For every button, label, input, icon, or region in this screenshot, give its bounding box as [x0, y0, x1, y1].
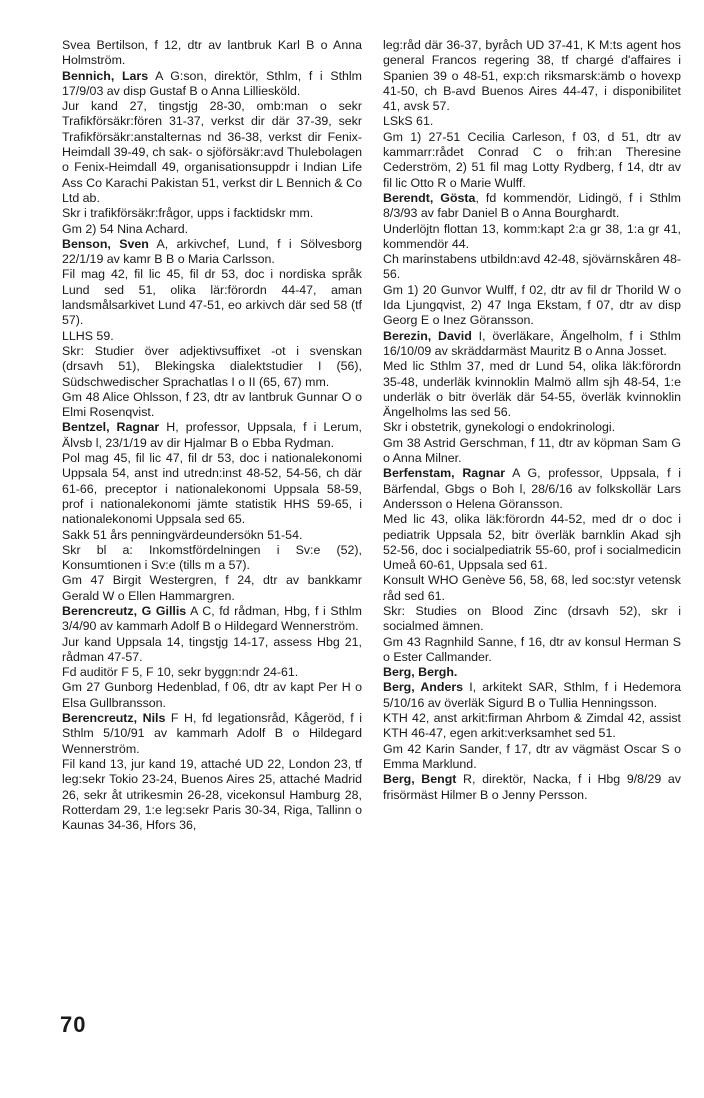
- entry-text: , fd kommendör, Lidingö, f i Sthlm 8/3/93 av fabr Daniel B o Anna Bourghardt.: [383, 190, 681, 221]
- entry: [62, 604, 362, 711]
- entry: [383, 772, 681, 803]
- right-column: [383, 38, 681, 803]
- entry-name: Berezin, David: [383, 328, 472, 343]
- entry-paragraph: [62, 329, 362, 344]
- entry-name: Berendt, Gösta: [383, 190, 476, 205]
- entry-text: Gm 2) 54 Nina Achard.: [62, 221, 189, 236]
- entry-paragraph: [383, 114, 681, 129]
- entry: [62, 69, 362, 237]
- entry-name: Berg, Anders: [383, 680, 464, 695]
- entry-paragraph: [62, 38, 362, 69]
- entry: [383, 466, 681, 665]
- left-column: [62, 38, 362, 833]
- entry: [62, 237, 362, 421]
- entry-paragraph: [62, 680, 362, 711]
- entry-text: LLHS 59.: [62, 328, 114, 343]
- entry-paragraph: [62, 420, 362, 451]
- entry-paragraph: [62, 604, 362, 635]
- entry-paragraph: [62, 267, 362, 328]
- entry-paragraph: [383, 711, 681, 742]
- entry-paragraph: [383, 635, 681, 666]
- entry-paragraph: [383, 573, 681, 604]
- entry-text: Underlöjtn flottan 13, komm:kapt 2:a gr 38, 1:a gr 41, kommendör 44.: [383, 221, 681, 251]
- entry-text: Gm 38 Astrid Gerschman, f 11, dtr av köpman Sam G o Anna Milner.: [383, 435, 681, 466]
- entry-paragraph: [62, 222, 362, 237]
- entry: [62, 38, 362, 69]
- entry: [383, 329, 681, 467]
- entry-text: A G:son, direktör, Sthlm, f i Sthlm 17/9/03 av disp Gustaf B o Anna Lilliesköld.: [62, 68, 362, 98]
- entry-paragraph: [62, 573, 362, 604]
- entry-name: Berencreutz, Nils: [62, 711, 166, 726]
- entry-text: KTH 42, anst arkit:firman Ahrbom & Zimdal 42, assist KTH 46-47, egen arkit:verksamhet sed 51.: [383, 711, 681, 741]
- entry: [383, 38, 681, 191]
- entry-text: Ch marinstabens utbildn:avd 42-48, sjövärnskåren 48-56.: [383, 252, 681, 282]
- entry-text: Skr: Studies on Blood Zinc (drsavh 52), skr i socialmed ämnen.: [383, 603, 681, 634]
- entry-paragraph: [383, 329, 681, 360]
- entry-paragraph: [62, 451, 362, 527]
- entry-paragraph: [62, 390, 362, 421]
- entry-paragraph: [383, 512, 681, 573]
- entry-paragraph: [383, 252, 681, 283]
- entry-text: Gm 43 Ragnhild Sanne, f 16, dtr av konsul Herman S o Ester Callmander.: [383, 634, 681, 664]
- entry: [383, 680, 681, 772]
- entry-name: Berg, Bergh.: [383, 665, 458, 680]
- entry-text: Fd auditör F 5, F 10, sekr byggn:ndr 24-61.: [62, 665, 299, 680]
- entry-text: Jur kand 27, tingstjg 28-30, omb:man o sekr Trafikförsäkr:fören 31-37, verkst dir där 37-39, sekr Trafikförsäkr:anstalternas nd 36-38, verkst dir Fenix-Heimdall 39-49, ch sak- o sjöförsäkr:avd Thulebolagen o Fenix-Heimdall 49, organisationsuppdr i Indian Life Ass Co Karachi Pakistan 51, verkst dir L Bennich & Co Ltd ab.: [62, 99, 362, 205]
- entry-paragraph: [383, 38, 681, 114]
- entry-text: I, överläkare, Ängelholm, f i Sthlm 16/10/09 av skräddarmäst Mauritz B o Anna Josset.: [383, 328, 681, 358]
- entry: [62, 711, 362, 833]
- entry-text: Skr i obstetrik, gynekologi o endokrinologi.: [383, 420, 616, 435]
- entry-paragraph: [62, 543, 362, 574]
- entry-text: I, arkitekt SAR, Sthlm, f i Hedemora 5/10/16 av överläk Sigurd B o Tullia Henningsson.: [383, 680, 681, 710]
- entry-paragraph: [383, 466, 681, 512]
- entry-paragraph: [383, 359, 681, 420]
- entry-paragraph: [62, 69, 362, 100]
- entry-text: Jur kand Uppsala 14, tingstjg 14-17, assess Hbg 21, rådman 47-57.: [62, 634, 362, 664]
- entry-paragraph: [62, 237, 362, 268]
- entry-text: Med lic Sthlm 37, med dr Lund 54, olika läk:förordn 35-48, underläk kvinnoklin Malmö allm sjh 48-54, 1:e underläk o bitr överläk där 54-55, överläk kvinnoklin Ängelholms las sed 56.: [383, 359, 681, 420]
- entry-text: Gm 1) 20 Gunvor Wulff, f 02, dtr av fil dr Thorild W o Ida Ljungqvist, 2) 47 Inga Ekstam, f 07, dtr av disp Georg E o Inez Göransson.: [383, 282, 681, 328]
- entry-text: F H, fd legationsråd, Kågeröd, f i Sthlm 5/10/91 av kammarh Adolf B o Hildegard Wennerström.: [62, 711, 362, 756]
- entry-paragraph: [383, 283, 681, 329]
- entry-paragraph: [383, 665, 681, 680]
- entry-paragraph: [383, 191, 681, 222]
- entry-paragraph: [383, 222, 681, 253]
- entry-paragraph: [62, 635, 362, 666]
- entry-paragraph: [62, 528, 362, 543]
- entry-paragraph: [383, 130, 681, 191]
- entry-text: Sakk 51 års penningvärdeundersökn 51-54.: [62, 527, 303, 542]
- entry-text: Skr bl a: Inkomstfördelningen i Sv:e (52), Konsumtionen i Sv:e (tills m a 57).: [62, 542, 362, 573]
- entry-text: Med lic 43, olika läk:förordn 44-52, med dr o doc i pediatrik Uppsala 52, bitr överläk barnklin Akad sjh 52-56, doc i socialpediatrik 55-60, prof i socialmedicin Umeå 60-61, Uppsala sed 61.: [383, 512, 681, 573]
- entry-paragraph: [62, 711, 362, 757]
- entry-text: Gm 47 Birgit Westergren, f 24, dtr av bankkamr Gerald W o Ellen Hammargren.: [62, 573, 362, 603]
- entry-text: Fil kand 13, jur kand 19, attaché UD 22, London 23, tf leg:sekr Tokio 23-24, Buenos Aires 25, attaché Madrid 26, sekr åt utrikesmin 26-28, vicekonsul Hamburg 28, Rotterdam 29, 1:e leg:sekr Paris 30-34, Riga, Tallinn o Kaunas 34-36, Hfors 36,: [62, 756, 362, 833]
- entry-text: Fil mag 42, fil lic 45, fil dr 53, doc i nordiska språk Lund sed 51, olika lär:förordn 44-47, aman landsmålsarkivet Lund 47-51, eo arkivch där sed 58 (tf 57).: [62, 267, 362, 328]
- entry: [383, 191, 681, 329]
- entry-paragraph: [383, 680, 681, 711]
- entry-text: Skr: Studier över adjektivsuffixet -ot i svenskan (drsavh 51), Blekingska dialektstudier I (56), Südschwedischer Sprachatlas I o II (65, 67) mm.: [62, 343, 362, 389]
- entry-text: Gm 1) 27-51 Cecilia Carleson, f 03, d 51, dtr av kammarr:rådet Conrad C o frih:an Theresine Cederström, 2) 51 fil mag Lotty Rydberg, f 14, dtr av fil lic Otto R o Marie Wulff.: [383, 129, 681, 190]
- entry-text: Pol mag 45, fil lic 47, fil dr 53, doc i nationalekonomi Uppsala 54, anst ind utredn:inst 48-52, 54-56, ch där 61-66, preceptor i nationalekonomi Uppsala 58-59, prof i nationalekonomi jämte statistik HHS 59-65, i nationalekonomi Uppsala sed 65.: [62, 451, 362, 527]
- entry-text: Skr i trafikförsäkr:frågor, upps i facktidskr mm.: [62, 206, 314, 221]
- entry-name: Bennich, Lars: [62, 68, 149, 83]
- entry-paragraph: [383, 604, 681, 635]
- entry-paragraph: [383, 772, 681, 803]
- entry-name: Berg, Bengt: [383, 772, 457, 787]
- entry-text: Svea Bertilson, f 12, dtr av lantbruk Karl B o Anna Holmström.: [62, 38, 362, 68]
- entry-text: leg:råd där 36-37, byråch UD 37-41, K M:ts agent hos general Francos regering 38, tf chargé d'affaires i Spanien 39 o 48-51, exp:ch riksmarsk:ämb o hovexp 41-50, ch B-avd Buenos Aires 44-47, i disponibilitet 41, avsk 57.: [383, 38, 681, 114]
- entry: [62, 420, 362, 604]
- entry-text: Konsult WHO Genève 56, 58, 68, led soc:styr vetensk råd sed 61.: [383, 573, 681, 603]
- entry-text: LSkS 61.: [383, 114, 434, 129]
- entry-text: A, arkivchef, Lund, f i Sölvesborg 22/1/19 av kamr B B o Maria Carlsson.: [62, 236, 362, 267]
- page-number: 70: [60, 1012, 87, 1037]
- entry-text: Gm 27 Gunborg Hedenblad, f 06, dtr av kapt Per H o Elsa Gullbransson.: [62, 680, 362, 710]
- entry-paragraph: [62, 206, 362, 221]
- entry-paragraph: [383, 742, 681, 773]
- entry-name: Berencreutz, G Gillis: [62, 603, 187, 618]
- entry: [383, 665, 681, 680]
- entry-paragraph: [62, 99, 362, 206]
- entry-paragraph: [383, 436, 681, 467]
- entry-text: R, direktör, Nacka, f i Hbg 9/8/29 av frisörmäst Hilmer B o Jenny Persson.: [383, 772, 682, 802]
- entry-name: Berfenstam, Ragnar: [383, 466, 506, 481]
- entry-text: A C, fd rådman, Hbg, f i Sthlm 3/4/90 av kammarh Adolf B o Hildegard Wennerström.: [62, 603, 362, 634]
- entry-text: H, professor, Uppsala, f i Lerum, Älvsb l, 23/1/19 av dir Hjalmar B o Ebba Rydman.: [62, 420, 362, 450]
- entry-paragraph: [62, 665, 362, 680]
- entry-text: A G, professor, Uppsala, f i Bärfendal, Gbgs o Boh l, 28/6/16 av folkskollär Lars Andersson o Helena Göransson.: [383, 466, 682, 511]
- entry-name: Bentzel, Ragnar: [62, 420, 160, 435]
- entry-name: Benson, Sven: [62, 236, 149, 251]
- entry-paragraph: [62, 344, 362, 390]
- entry-paragraph: [383, 420, 681, 435]
- entry-paragraph: [62, 757, 362, 833]
- entry-text: Gm 42 Karin Sander, f 17, dtr av vägmäst Oscar S o Emma Marklund.: [383, 741, 681, 771]
- entry-text: Gm 48 Alice Ohlsson, f 23, dtr av lantbruk Gunnar O o Elmi Rosenqvist.: [62, 389, 362, 420]
